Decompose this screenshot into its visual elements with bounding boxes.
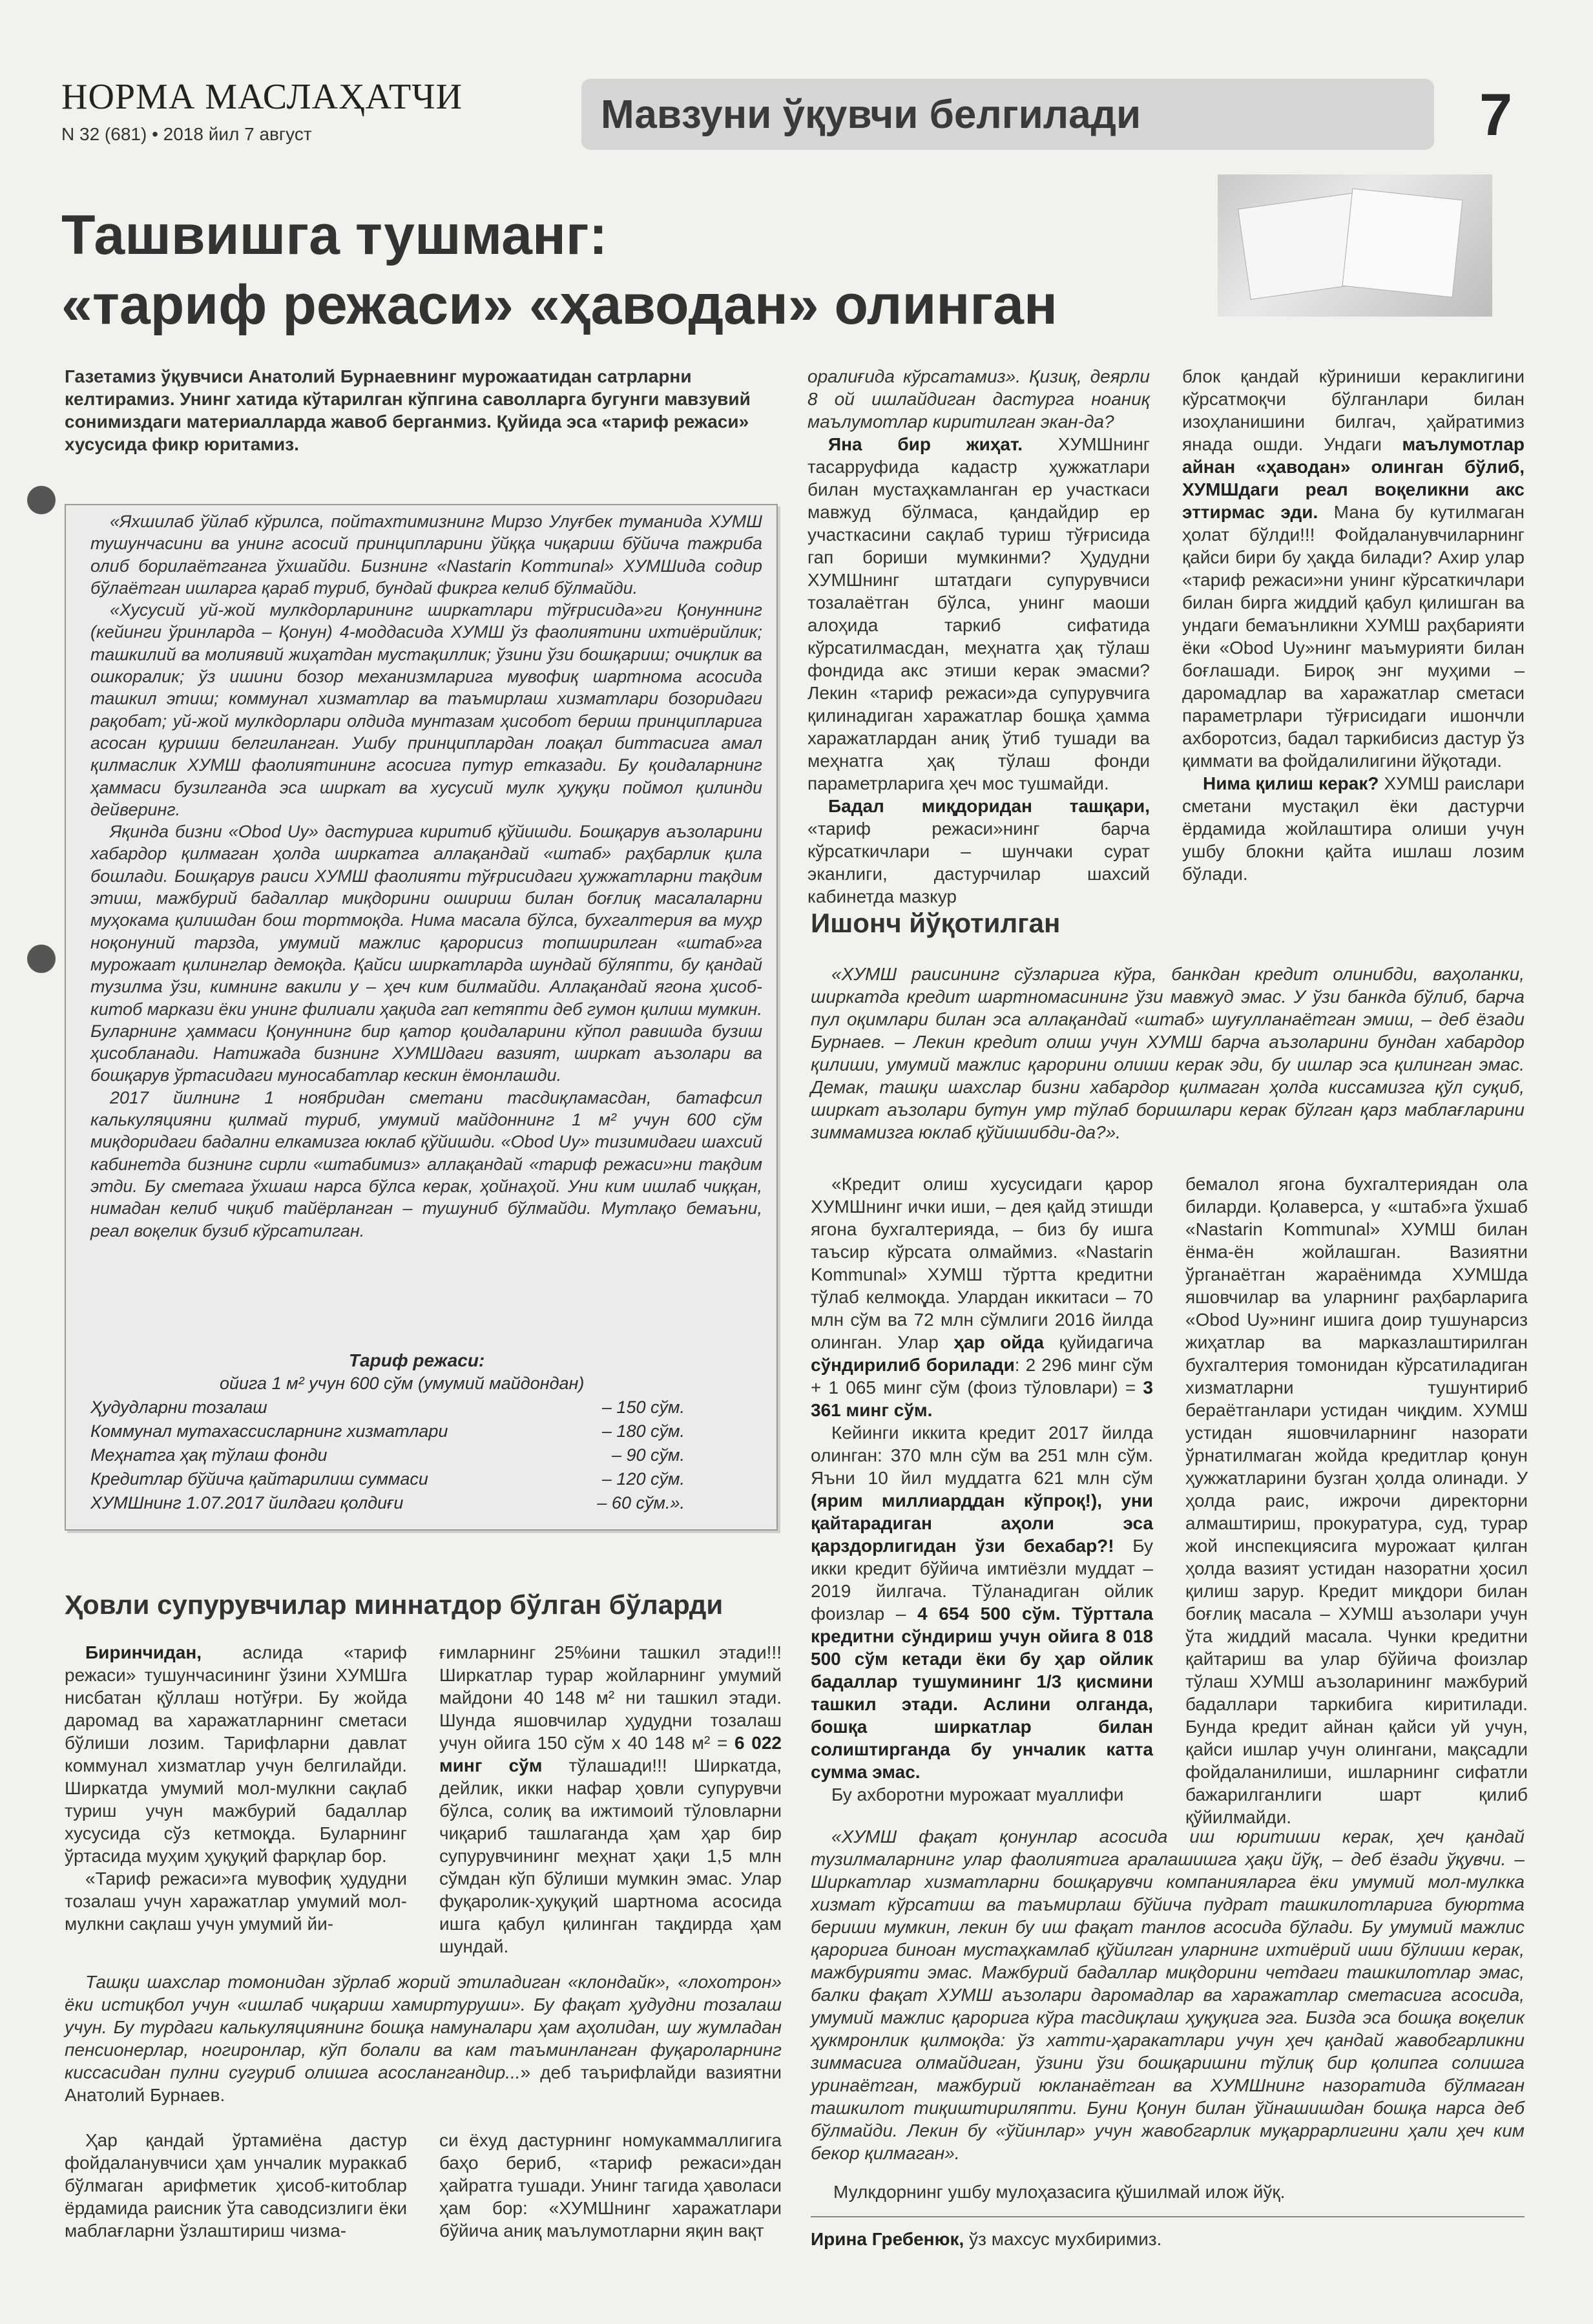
document-sheet-image <box>1342 188 1463 297</box>
quote-paragraph: «ХУМШ фақат қонунлар асосида иш юритиши керак, ҳеч қандай тузилмаларнинг улар фаолиятига аралашишга ҳақи йўқ, – деб ёзади ўқувчи. – Ширкатлар хизматларни бошқарувчи компанияларга ёки умумий мол-мулкка хизмат кўрсатиш ва таъмирлаш бўйича пудрат ташкилотларига буюртма бериши мумкин, лекин бу иш фақат танлов асосида бўлади. Бу умумий мажлис қарорига биноан мустаҳкамлаб қўйилган уларнинг ихтиёрий иши бўлиши керак, мажбурияти эмас. Мажбурий бадаллар миқдорини четдаги ташкилотлар эмас, балки фақат ХУМШ аъзолари даромадлар ва харажатлар сметасига асосида, умумий мажлис қарорига кўра тасдиқлаш ҳуқуқига эга. Бизда эса бошқа воқелик ҳукмронлик қилмоқда: ўз хатти-ҳаракатлари учун ҳеч қандай жавобгарликни зиммасига олмайдиган, ўзини ўзи бошқаришни тўлиқ бир қолипга солишга уринаётган, мажбурий юкланаётган ва ХУМШнинг назоратида бўлмаган ташкилот тиқиштириляпти. Буни Қонун билан ўйнашишдан бошқа нарса деб бўлмайди. Лекин бу «ўйинлар» учун жавобгарлик муқаррарлигини ҳали ҳеч ким бекор қилмаган». <box>811 1827 1525 2163</box>
section3-bottom-left <box>65 2129 407 2242</box>
letter-paragraph: Яқинда бизни «Obod Uy» дастурига киритиб қўйишди. Бошқарув аъзоларини хабардор қилмаган ҳолда ширкатга аллақандай «штаб» раҳбарлик қила бошлади. Бошқарув раиси ХУМШ фаолияти тўғрисидаги ҳужжатларни тақдим этиш, мажбурий бадаллар миқдорини ошириш билан боғлиқ масалаларни муҳокама қилишдан бош тортмоқда. Нима масала бўлса, бухгалтерия ва муҳр ноқонуний тарзда, умумий мажлис қарорисиз топширилган «штаб»га мурожаат қилинглар демоқда. Қайси ширкатларда шундай бўляпти, бу қандай тузилма ўзи, кимнинг вакили у – ҳеч ким билмайди. Аллақандай ягона ҳисоб-китоб маркази ёки унинг филиали ҳақида гап кетяпти деб гумон қилиш мумкин. Буларнинг ҳаммаси Қонуннинг бир қатор қоидаларини кўпол равишда бузиш ҳисобланади. Натижада бизнинг ХУМШдаги вазият, ширкат аъзолари ва бошқарув ўртасидаги муносабатлар кескин ёмонлашди. <box>90 822 762 1085</box>
article-headline <box>61 200 1211 340</box>
tariff-label: Меҳнатга ҳақ тўлаш фонди <box>90 1445 328 1465</box>
column-paragraph: Ҳар қандай ўртамиёна дастур фойдаланувчиси ҳам унчалик мураккаб бўлмаган арифметик ҳисоб-китоблар ёрдамида раисник ўта саводсизлиги ёки маблағларни ўзлаштириш чизма- <box>65 2130 407 2241</box>
column-paragraph: бемалол ягона бухгалтериядан ола биларди. Қолаверса, у «штаб»га ўхшаб «Nastarin Kommunal» ХУМШ билан ёнма-ён жойлашган. Вазиятни ўрганаётган жараёнимда ХУМШда яшовчилар ва уларнинг раҳбарларига «Obod Uy»нинг ишига доир тушунарсиз жиҳатлар ва марказлаштирилган бухгалтерия томонидан кўрсатиладиган хизматларни тушунтириб бераётганлари устидан чиқдим. ХУМШ устидан яшовчиларнинг назорати ўрнатилмаган жойда кредитлар қонун ҳужжатларини бузган ҳолда олинади. У ҳолда раис, ижрочи директорни алмаштириш, прокуратура, суд, турар жой инспекциясига мурожаат қилган ҳолда вазият устидан назоратни ҳосил қилиш зарур. Кредит миқдори билан боғлиқ масала – ХУМШ аъзолари учун ўта жиддий масала. Чунки кредитни қайтариш ва улар бўйича фоизлар тўлаш ХУМШ аъзоларининг мажбурий бадаллари таркибига киритилади. Бунда кредит айнан қайси уй учун, қайси ишлар учун олингани, мақсадли фойдаланилиши, ишларнинг сифатли бажарилганлиги шарт қилиб қўйилмайди. <box>1185 1174 1528 1827</box>
tariff-label: Кредитлар бўйича қайтарилиш суммаси <box>90 1469 428 1489</box>
tariff-value: – 60 сўм.». <box>597 1493 685 1513</box>
column-paragraph: Бадал миқдоридан ташқари, «тариф режаси»нинг барча кўрсаткичлари – шунчаки сурат эканлиги, дастурчилар шахсий кабинетда мазкур <box>807 796 1150 906</box>
tariff-title: Тариф режаси: <box>349 1350 485 1370</box>
column-paragraph: Ташқи шахслар томонидан зўрлаб жорий этиладиган «клондайк», «лохотрон» ёки истиқбол учун «ишлаб чиқариш хамиртуруши». Бу фақат ҳудудни тозалаш учун. Бу турдаги калькуляциянинг бошқа намуналари ҳам аҳолидан, шу жумладан пенсионерлар, ногиронлар, кўп болали ва кам таъминланган фуқароларнинг киссасидан пулни сугуриб олишга асослангандир...» деб таърифлайди вазиятни Анатолий Бурнаев. <box>65 1972 782 2105</box>
section3-right-column <box>439 1641 782 1958</box>
tariff-table <box>90 1396 685 1515</box>
tariff-value: – 90 сўм. <box>611 1445 685 1465</box>
issue-info: N 32 (681) • 2018 йил 7 август <box>61 124 312 144</box>
tariff-row <box>90 1443 685 1467</box>
section2-right-column <box>1185 1173 1528 1828</box>
tariff-value: – 150 сўм. <box>601 1398 685 1417</box>
column-paragraph: блок қандай кўриниши кераклигини кўрсатмоқчи бўлганлари билан изоҳланишини билгач, ҳайратимиз янада ошди. Ундаги маълумотлар айнан «ҳаводан» олинган бўлиб, ХУМШдаги реал воқеликни акс эттирмас эди. Мана бу кутилмаган ҳолат бўлди!!! Фойдаланувчиларнинг қайси бири бу ҳақда билади? Ахир улар «тариф режаси»ни унинг кўрсаткичлари билан бирга жиддий қабул қилишган ва ундаги бемаънликни ХУМШ раҳбарияти ёки «Obod Uy»нинг маъмурияти билан боғлашади. Бироқ энг муҳими – даромадлар ва харажатлар сметаси параметрлари тўғрисидаги ишончли ахборотсиз, бадал таркибисиз дастур ўз қиммати ва фойдалилигини йўқотади. <box>1182 366 1525 771</box>
section-title-sweepers: Ҳовли супурувчилар миннатдор бўлган бўларди <box>65 1589 724 1620</box>
documents-photo <box>1218 174 1492 317</box>
article-column-right <box>1182 365 1525 885</box>
tariff-row <box>90 1491 685 1515</box>
tariff-subtitle: ойига 1 м² учун 600 сўм (умумий майдондан) <box>220 1374 585 1393</box>
headline-line-1: Ташвишга тушманг: <box>61 204 608 266</box>
tariff-label: ХУМШнинг 1.07.2017 йилдаги қолдиғи <box>90 1493 404 1513</box>
tariff-value: – 120 сўм. <box>601 1469 685 1489</box>
section3-left-column <box>65 1641 407 1935</box>
letter-paragraph: «Хусусий уй-жой мулкдорларининг ширкатлари тўғрисида»ги Қонуннинг (кейинги ўринларда – Қонун) 4-моддасида ХУМШ ўз фаолиятини ихтиёрийлик; ташкилий ва молиявий жиҳатдан мустақиллик; ўзини ўзи бошқариш; очиқлик ва ошкоралик; ўз ишини бозор механизмларига мувофиқ шартнома асосида ташкил этиш; коммунал хизматлар ва таъмирлаш хизматлари бозоридаги рақобат; уй-жой мулкдорлари олдида мунтазам ҳисобот бериш принципларига асосан қуриши белгиланган. Ушбу принциплардан лоақал биттасига амал қилмаслик ХУМШ фаолиятининг асосига путур етказади. Бу қоидаларнинг ҳаммаси бузилганда эса ширкат ва хусусий мулк ҳуқуқи поймол қилинди дейверинг. <box>90 600 762 819</box>
punch-hole <box>27 486 56 514</box>
column-paragraph: «Тариф режаси»га мувофиқ ҳудудни тозалаш учун харажатлар умумий мол-мулкни сақлаш учун умумий йи- <box>65 1869 407 1934</box>
column-paragraph: оралиғида кўрсатамиз». Қизиқ, деярли 8 ой ишлайдиган дастурга ноаниқ маълумотлар киритилган экан-да? <box>807 366 1150 432</box>
column-paragraph: ғимларнинг 25%ини ташкил этади!!! Ширкатлар турар жойларнинг умумий майдони 40 148 м² ни ташкил этади. Шунда яшовчилар ҳудудни тозалаш учун ойига 150 сўм х 40 148 м² = 6 022 минг сўм тўлашади!!! Ширкатда, дейлик, икки нафар ҳовли супурувчи бўлса, солиқ ва ижтимоий тўловларни чиқариб ташлаганда ҳам ҳар бир супурувчининг меҳнат ҳақи 1,5 млн сўмдан кўп бўлиши мумкин эмас. Улар фуқаролик-ҳуқуқий шартнома асосида ишга қабул қилинган тақдирда ҳам шундай. <box>439 1642 782 1956</box>
tariff-label: Ҳудудларни тозалаш <box>90 1398 267 1417</box>
tariff-row <box>90 1396 685 1419</box>
section2-left-column <box>811 1173 1153 1806</box>
column-paragraph: Бу ахборотни мурожаат муаллифи <box>831 1785 1124 1805</box>
closing-remark: Мулкдорнинг ушбу мулоҳазасига қўшилмай илож йўқ. <box>833 2182 1286 2202</box>
article-column-middle <box>807 365 1150 908</box>
reader-letter-text <box>90 510 762 1242</box>
section2-quote <box>811 963 1525 1144</box>
punch-hole <box>27 945 56 973</box>
author-divider <box>811 2216 1525 2217</box>
column-paragraph: Кейинги иккита кредит 2017 йилда олинган: 370 млн сўм ва 251 млн сўм. Яъни 10 йил муддатга 621 млн сўм (ярим миллиарддан кўпроқ!), уни қайтарадиган аҳоли эса қарздорлигидан ўзи бехабар?! Бу икки кредит бўйича имтиёзли муддат – 2019 йилгача. Тўланадиган ойлик фоизлар – 4 654 500 сўм. Тўрттала кредитни сўндириш учун ойига 8 018 500 сўм кетади ёки бу ҳар ойлик бадаллар тушумининг 1/3 қисмини ташкил этади. Аслини олганда, бошқа ширкатлар билан солиштирганда бу унчалик катта сумма эмас. <box>811 1423 1154 1782</box>
column-paragraph: си ёхуд дастурнинг номукаммаллигига баҳо бериб, «тариф режаси»дан ҳайратга тушади. Унинг тагида ҳаволаси ҳам бор: «ХУМШнинг харажатлари бўйича аниқ маълумотларни яқин вақт <box>439 2130 782 2241</box>
letter-paragraph: 2017 йилнинг 1 ноябридан сметани тасдиқламасдан, батафсил калькуляцияни қилмай туриб, умумий майдоннинг 1 м² учун 600 сўм миқдоридаги бадални елкамизга юклаб қўйишди. «Obod Uy» тизимидаги шахсий кабинетда бизнинг сирли «штабимиз» аллақандай «тариф режаси»ни тақдим этди. Бу сметага ўхшаш нарса бўлса керак, ҳойнаҳой. Уни ким ишлаб чиққан, нимадан келиб чиқиб тайёрланган – тушуниб бўлмайди. Мутлақо бемаъни, реал воқелик бузиб кўрсатилган. <box>90 1087 762 1241</box>
column-paragraph: Нима қилиш керак? ХУМШ раислари сметани мустақил ёки дастурчи ёрдамида жойлаштира олиши учун ушбу блокни қайта ишлаш лозим бўлади. <box>1182 773 1525 884</box>
section3-italic-paragraph <box>65 1971 782 2106</box>
tariff-label: Коммунал мутахассисларнинг хизматлари <box>90 1421 448 1441</box>
section-title-trust: Ишонч йўқотилган <box>811 908 1061 938</box>
quote-paragraph: «ХУМШ раисининг сўзларига кўра, банкдан кредит олинибди, ваҳоланки, ширкатда кредит шартномасининг ўзи мавжуд эмас. У ўзи банкда бўлиб, барча пул оқимлари билан эса аллақандай «штаб» шуғулланаётган эмиш, – деб ёзади Бурнаев. – Лекин кредит олиш учун ХУМШ барча аъзоларини бундан хабардор қилиши, умумий мажлис қарорини олиши керак эди, бу ишлар эса қилинган эмас. Демак, ташқи шахслар бизни хабардор қилмаган ҳолда киссамизга қўл суқиб, ширкат аъзолари бутун умр тўлаб боришлари керак бўлган қарз маблағларини зиммамизга юклаб қўйишибди-да?». <box>811 964 1525 1142</box>
tariff-row <box>90 1467 685 1491</box>
author-signature: Ирина Гребенюк, ўз махсус мухбиримиз. <box>811 2229 1162 2249</box>
tariff-value: – 180 сўм. <box>601 1421 685 1441</box>
column-paragraph: Биринчидан, аслида «тариф режаси» тушунчасининг ўзини ХУМШга нисбатан қўллаш нотўғри. Бу жойда даромад ва харажатларнинг сметаси бўлиши лозим. Тарифларни давлат коммунал хизматлар учун белгилайди. Ширкатда умумий мол-мулкни сақлаб туриш учун мажбурий бадаллар хусусида сўз кетмоқда. Буларнинг ўртасида муҳим ҳуқуқий фарқлар бор. <box>65 1642 407 1866</box>
article-lead: Газетамиз ўқувчиси Анатолий Бурнаевнинг мурожаатидан сатрларни келтирамиз. Унинг хатида кўтарилган кўпгина саволларга бугунги мавзувий сонимиздаги материалларда жавоб берганмиз. Қуйида эса «тариф режаси» хусусида фикр юритамиз. <box>65 366 751 454</box>
rubric-title: Мавзуни ўқувчи белгилади <box>601 92 1141 137</box>
tariff-row <box>90 1419 685 1443</box>
headline-line-2: «тариф режаси» «ҳаводан» олинган <box>61 274 1057 336</box>
section2-quote-2 <box>811 1825 1525 2164</box>
column-paragraph: Яна бир жиҳат. ХУМШнинг тасарруфида кадастр ҳужжатлари билан мустаҳкамланган ер участкаси мавжуд бўлмаса, қандайдир ер участкасини сақлаб туриш тўғрисида гап бориши мумкинми? Ҳудудни ХУМШнинг штатдаги супурувчиси тозалаётган бўлса, унинг маоши алоҳида таркиб сифатида кўрсатилмасдан, меҳнатга ҳақ тўлаш фондида акс этиши керак эмасми? Лекин «тариф режаси»да супурувчига қилинадиган харажатлар бошқа ҳамма харажатлардан аниқ ўтиб тушади ва меҳнатга ҳақ тўлаш фонди параметрларига ҳеч мос тушмайди. <box>807 434 1150 793</box>
section3-bottom-right <box>439 2129 782 2242</box>
page-number: 7 <box>1479 82 1513 148</box>
column-paragraph: «Кредит олиш хусусидаги қарор ХУМШнинг ички иши, – дея қайд этишди ягона бухгалтерияда, – биз бу ишга таъсир кўрсата олмаймиз. «Nastarin Kommunal» ХУМШ тўртта кредитни тўлаб келмоқда. Улардан иккитаси – 70 млн сўм ва 72 млн сўмлиги 2016 йилда олинган. Улар ҳар ойда қуйидагича сўндирилиб борилади: 2 296 минг сўм + 1 065 минг сўм (фоиз тўловлари) = 3 361 минг сўм. <box>811 1174 1153 1420</box>
newspaper-logo: НОРМА МАСЛАҲАТЧИ <box>61 77 463 117</box>
letter-paragraph: «Яхшилаб ўйлаб кўрилса, пойтахтимизнинг Мирзо Улуғбек туманида ХУМШ тушунчасини ва унинг асосий принципларини ўйққа чиқариш бўйича тажриба олиб борилаётганга ўхшайди. Бизнинг «Nastarin Kommunal» ХУМШида содир бўлаётган ишларга қараб туриб, бундай фикрга келиб бўлмайди. <box>90 512 762 598</box>
